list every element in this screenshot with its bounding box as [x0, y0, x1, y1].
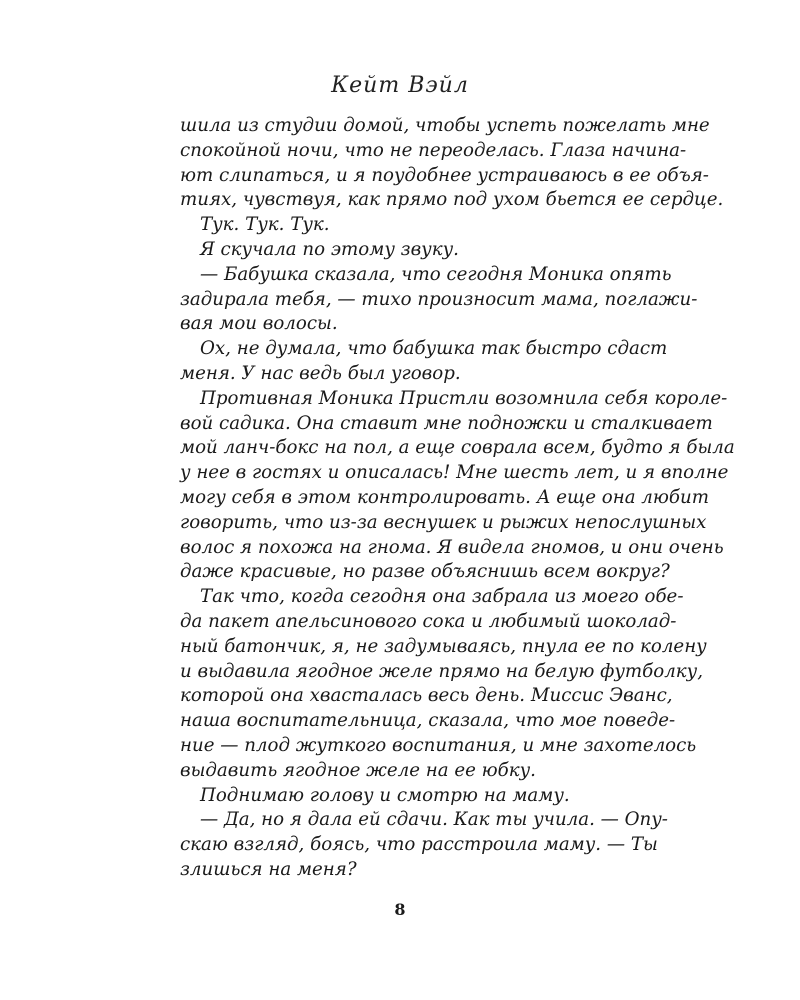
body-text	[180, 114, 735, 883]
text-line: мой ланч-бокс на пол, а еще соврала всем, будто я была	[180, 437, 735, 459]
page-number: 8	[394, 900, 406, 919]
text-line: даже красивые, но разве объяснишь всем вокруг?	[180, 561, 670, 583]
text-line: вая мои волосы.	[180, 313, 338, 335]
text-line: злишься на меня?	[180, 858, 357, 880]
text-line: ние — плод жуткого воспитания, и мне захотелось	[180, 734, 697, 756]
text-line: Тук. Тук. Тук.	[200, 214, 330, 236]
text-line: Так что, когда сегодня она забрала из моего обе-	[200, 586, 684, 608]
text-line: ный батончик, я, не задумываясь, пнула ее по колену	[180, 635, 707, 657]
text-line: Я скучала по этому звуку.	[200, 238, 459, 260]
text-line: могу себя в этом контролировать. А еще она любит	[180, 486, 709, 508]
text-line: спокойной ночи, что не переоделась. Глаза начина-	[180, 139, 687, 161]
text-line: Противная Моника Пристли возомнила себя короле-	[200, 387, 728, 409]
text-line: меня. У нас ведь был уговор.	[180, 362, 461, 384]
text-line: говорить, что из-за веснушек и рыжих непослушных	[180, 511, 707, 533]
text-line: да пакет апельсинового сока и любимый шоколад-	[180, 610, 677, 632]
text-line: волос я похожа на гнома. Я видела гномов, и они очень	[180, 536, 724, 558]
text-line: — Да, но я дала ей сдачи. Как ты учила. — Опу-	[200, 809, 668, 831]
text-line: и выдавила ягодное желе прямо на белую футболку,	[180, 660, 703, 682]
text-line: — Бабушка сказала, что сегодня Моника опять	[200, 263, 672, 285]
text-line: шила из студии домой, чтобы успеть пожелать мне	[180, 115, 710, 136]
text-line: ют слипаться, и я поудобнее устраиваюсь в ее объя-	[180, 164, 709, 186]
text-line: тиях, чувствуя, как прямо под ухом бьется ее сердце.	[180, 189, 724, 211]
text-line: скаю взгляд, боясь, что расстроила маму. — Ты	[180, 834, 658, 856]
text-line: Поднимаю голову и смотрю на маму.	[200, 784, 570, 806]
text-line: выдавить ягодное желе на ее юбку.	[180, 759, 536, 781]
text-line: у нее в гостях и описалась! Мне шесть лет, и я вполне	[180, 462, 729, 484]
text-line: Ох, не думала, что бабушка так быстро сдаст	[200, 338, 668, 360]
text-line: наша воспитательница, сказала, что мое поведе-	[180, 710, 676, 732]
text-line: которой она хвасталась весь день. Миссис Эванс,	[180, 685, 673, 707]
text-line: задирала тебя, — тихо произносит мама, поглажи-	[180, 288, 698, 310]
running-header: Кейт Вэйл	[331, 73, 469, 98]
text-line: вой садика. Она ставит мне подножки и сталкивает	[180, 412, 713, 434]
